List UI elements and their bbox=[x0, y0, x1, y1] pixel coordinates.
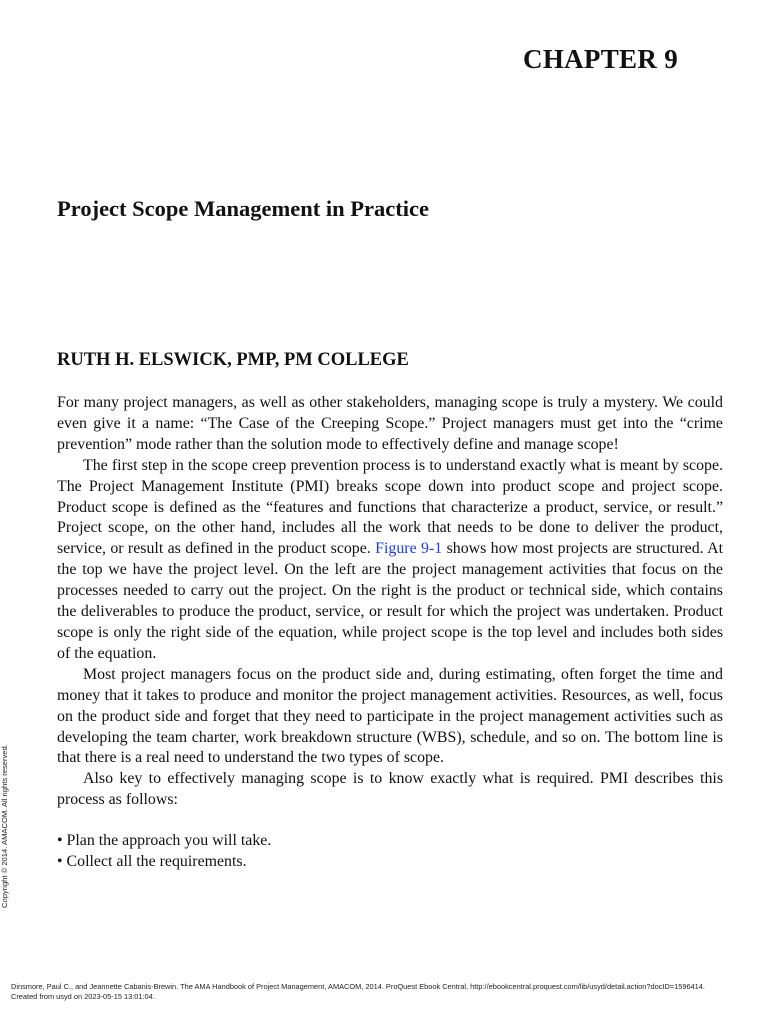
chapter-heading: CHAPTER 9 bbox=[523, 44, 678, 74]
figure-9-1-link[interactable]: Figure 9-1 bbox=[375, 540, 443, 558]
paragraph-1: For many project managers, as well as other stakeholders, managing scope is truly a mystery. We could even give it a name: “The Case of the Creeping Scope.” Project managers must get into the “crime prevention” mode rather than the solution mode to effectively define and manage scope! bbox=[57, 394, 723, 453]
citation-footer bbox=[11, 982, 705, 1001]
paragraph-2-part-2: shows how most projects are structured. At the top we have the project level. On the left are the project management activities that focus on the processes needed to carry out the project. On the right is the product or technical side, which contains the deliverables to produce the product, service, or result for which the project was undertaken. Product scope is only the right side of the equation, while project scope is the top level and includes both sides of the equation. bbox=[57, 540, 723, 662]
bullet-item: • Collect all the requirements. bbox=[57, 853, 247, 871]
copyright-notice: Copyright © 2014. AMACOM. All rights reserved. bbox=[0, 744, 9, 908]
paragraph-2-part-1: The first step in the scope creep prevention process is to understand exactly what is meant by scope. The Project Management Institute (PMI) breaks scope down into product scope and project scope. Product scope is defined as the “features and functions that characterize a product, service, or result.” Project scope, on the other hand, includes all the work that needs to be done to deliver the product, service, or result as defined in the product scope. bbox=[57, 456, 723, 558]
body-text bbox=[57, 393, 723, 873]
created-line: Created from usyd on 2023-05-15 13:01:04. bbox=[11, 991, 155, 1001]
chapter-title: Project Scope Management in Practice bbox=[57, 196, 429, 221]
paragraph-2 bbox=[57, 456, 723, 665]
paragraph-3: Most project managers focus on the product side and, during estimating, often forget the time and money that it takes to produce and monitor the project management activities. Resources, as well, focus on the product side and forget that they need to participate in the project management activities such as developing the team charter, work breakdown structure (WBS), schedule, and so on. The bottom line is that there is a real need to understand the two types of scope. bbox=[57, 665, 723, 767]
bullet-item: • Plan the approach you will take. bbox=[57, 832, 272, 850]
bullet-list bbox=[57, 831, 723, 873]
paragraph-4: Also key to effectively managing scope is to know exactly what is required. PMI describes this process as follows: bbox=[57, 770, 723, 809]
citation-line: Dinsmore, Paul C., and Jeannette Cabanis-Brewin. The AMA Handbook of Project Management, AMACOM, 2014. ProQuest Ebook Central, http://ebookcentral.proquest.com/lib/usyd/detail.action?docID=1596414. bbox=[11, 982, 705, 991]
author-byline: RUTH H. ELSWICK, PMP, PM COLLEGE bbox=[57, 350, 409, 370]
